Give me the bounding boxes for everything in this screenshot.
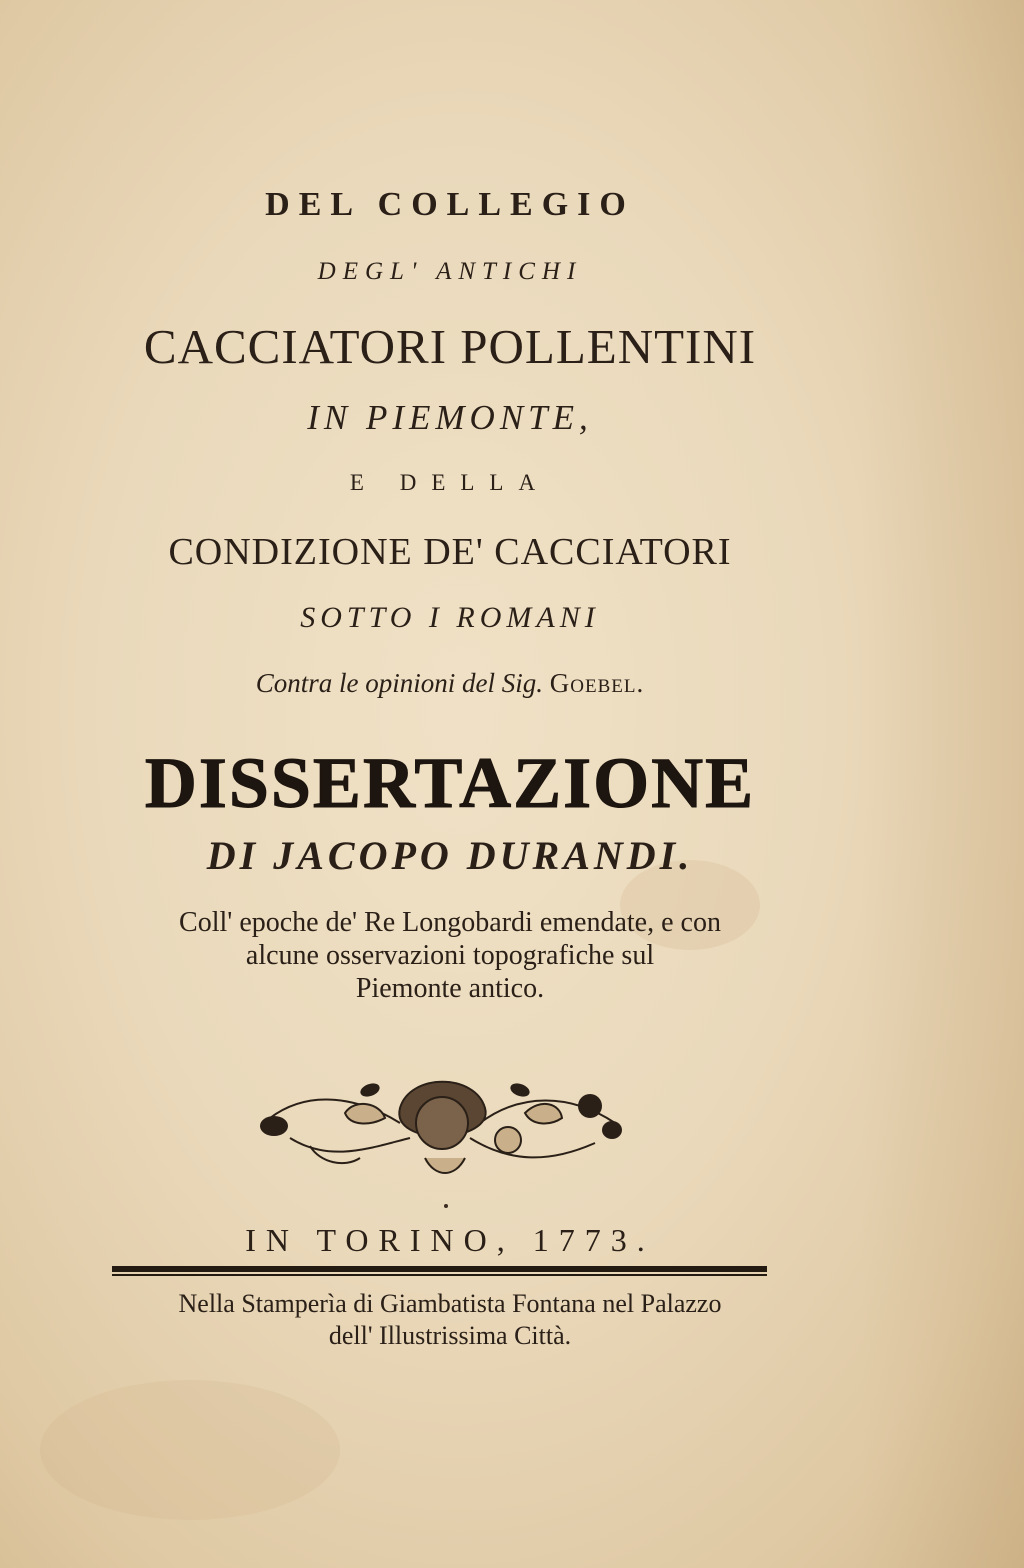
ink-dot [444, 1204, 448, 1208]
thick-rule [112, 1266, 767, 1272]
thin-rule [112, 1274, 767, 1276]
imprint-place: IN TORINO, 1773. [245, 1222, 655, 1258]
subtitle-line: alcune osservazioni topografiche sul [245, 940, 655, 971]
floral-vignette-icon [250, 1068, 630, 1186]
title-line-della: E DELLA [349, 470, 551, 495]
title-line-collegio: DEL COLLEGIO [265, 186, 635, 223]
title-line-condizione: CONDIZIONE DE' CACCIATORI [168, 531, 732, 573]
printer-line: Nella Stamperìa di Giambatista Fontana nel Palazzo [178, 1289, 722, 1318]
title-line-romani: SOTTO I ROMANI [300, 601, 600, 634]
contra-text: Contra le opinioni del Sig. [255, 668, 544, 698]
subtitle-block [80, 906, 820, 1005]
author-line: DI JACOPO DURANDI. [206, 833, 694, 878]
printer-line: dell' Illustrissima Città. [328, 1321, 572, 1350]
dissertazione-heading: DISSERTAZIONE [144, 743, 756, 823]
foxing-stain [40, 1380, 340, 1520]
goebel-name: Goebel. [549, 668, 645, 698]
subtitle-line: Piemonte antico. [355, 973, 545, 1004]
subtitle-line: Coll' epoche de' Re Longobardi emendate, e con [179, 907, 721, 938]
title-line-antichi: DEGL' ANTICHI [317, 258, 583, 285]
title-line-piemonte: IN PIEMONTE, [307, 398, 593, 437]
title-line-cacciatori-pollentini: CACCIATORI POLLENTINI [143, 319, 757, 374]
title-line-contra [0, 668, 900, 699]
